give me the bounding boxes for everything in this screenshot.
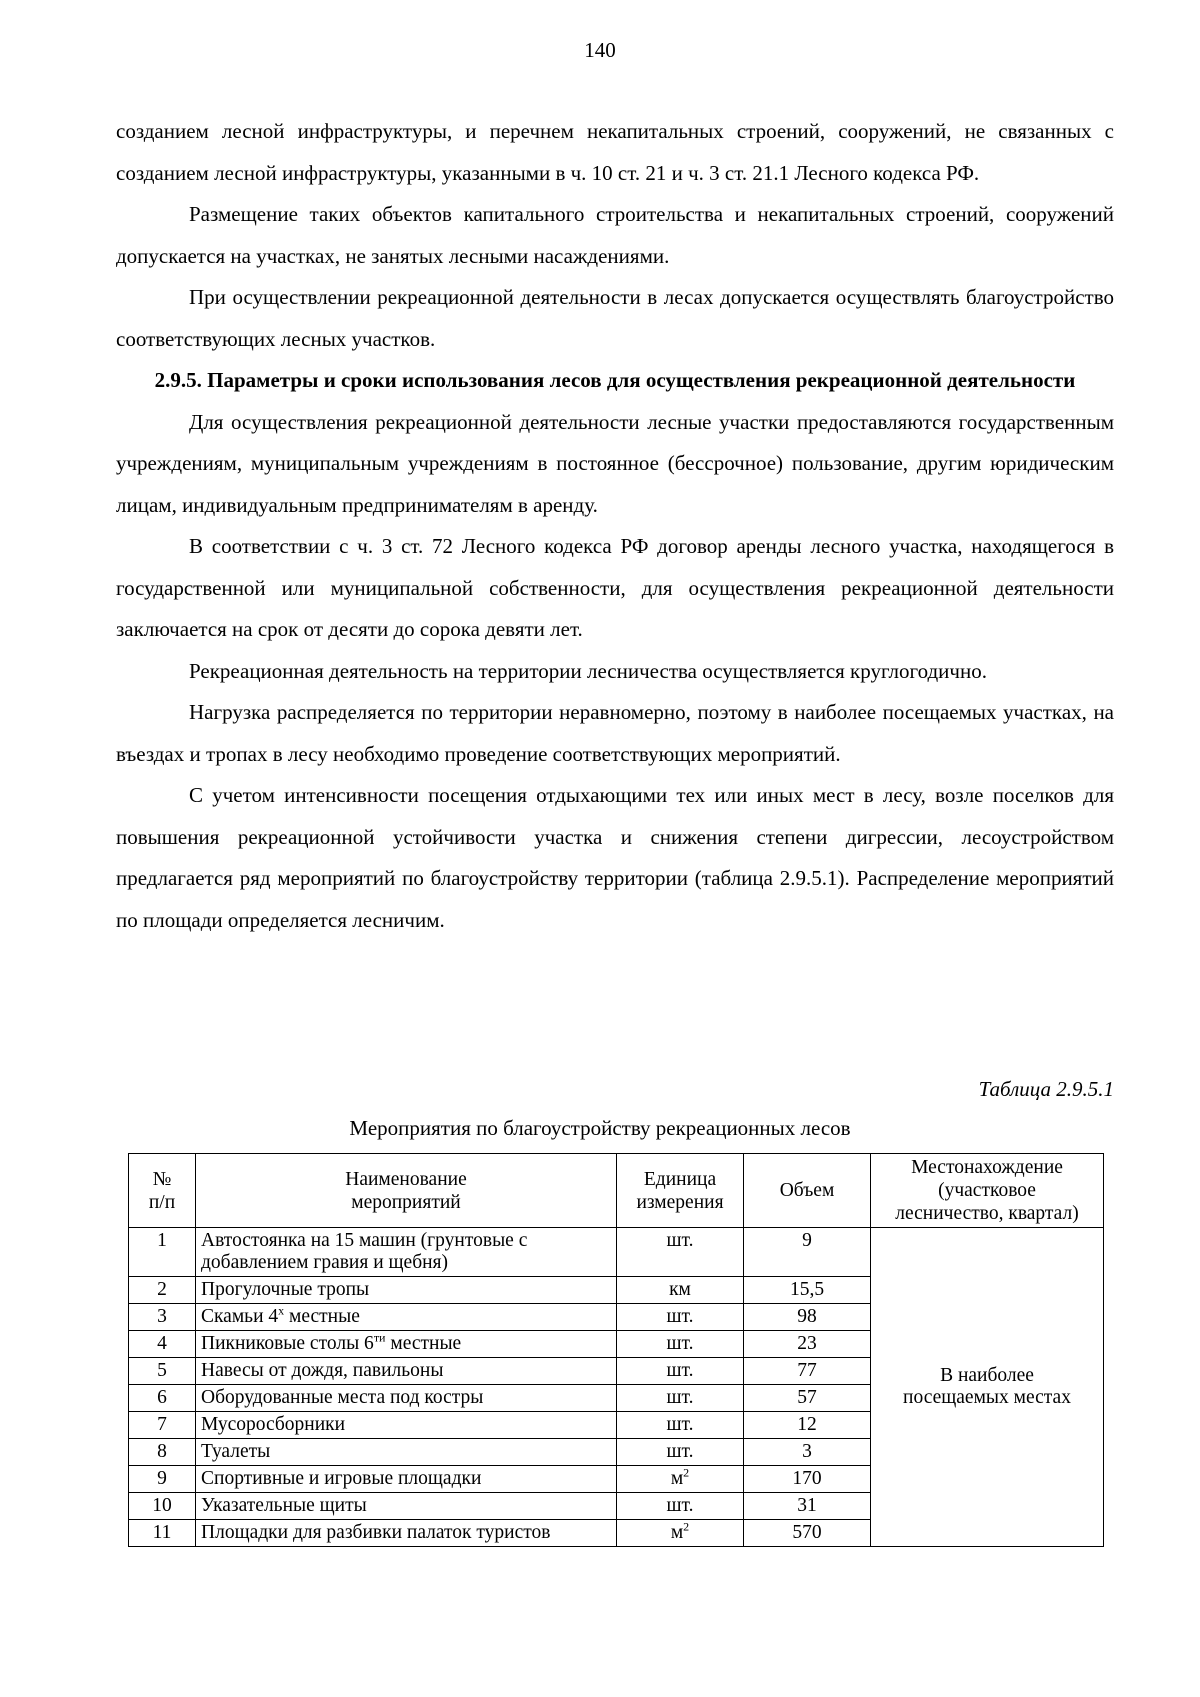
cell-name: Указательные щиты [196,1493,617,1520]
cell-name: Туалеты [196,1439,617,1466]
cell-volume: 57 [744,1385,871,1412]
cell-name: Мусоросборники [196,1412,617,1439]
cell-num: 3 [129,1304,196,1331]
paragraph: С учетом интенсивности посещения отдыхающими тех или иных мест в лесу, возле поселков для повышения рекреационной устойчивости участка и снижения степени дигрессии, лесоустройством предлагается ряд мероприятий по благоустройству территории (таблица 2.9.5.1). Распределение мероприятий по площади определяется лесничим. [116,783,1114,932]
paragraph: Рекреационная деятельность на территории лесничества осуществляется круглогодично. [189,658,987,683]
cell-volume: 15,5 [744,1277,871,1304]
section-heading: 2.9.5. Параметры и сроки использования лесов для осуществления рекреационной деятельности [154,368,1076,392]
cell-location: В наиболее посещаемых местах [871,1228,1104,1547]
cell-volume: 98 [744,1304,871,1331]
cell-name: Скамьи $4^х$ местные [196,1304,617,1331]
cell-name: Оборудованные места под костры [196,1385,617,1412]
body-text [116,111,1114,941]
cell-unit: шт. [617,1358,744,1385]
cell-volume: 170 [744,1466,871,1493]
table-row [129,1228,1104,1277]
paragraph: Для осуществления рекреационной деятельности лесные участки предоставляются государственным учреждениям, муниципальным учреждениям в постоянное (бессрочное) пользование, другим юридическим лицам, индивидуальным предпринимателям в аренду. [116,409,1114,517]
cell-unit: шт. [617,1412,744,1439]
cell-name: Автостоянка на 15 машин (грунтовые с добавлением гравия и щебня) [196,1228,617,1277]
header-name: Наименование мероприятий [196,1154,617,1228]
paragraph: В соответствии с ч. 3 ст. 72 Лесного кодекса РФ договор аренды лесного участка, находящегося в государственной или муниципальной собственности, для осуществления рекреационной деятельности заключается на срок от десяти до сорока девяти лет. [116,534,1114,641]
cell-name: Прогулочные тропы [196,1277,617,1304]
table-header-row [129,1154,1104,1228]
cell-unit: $м^2$ [617,1520,744,1547]
paragraph: Нагрузка распределяется по территории неравномерно, поэтому в наиболее посещаемых участках, на въездах и тропах в лесу необходимо проведение соответствующих мероприятий. [116,700,1114,766]
cell-unit: шт. [617,1493,744,1520]
cell-volume: 12 [744,1412,871,1439]
cell-name: Навесы от дождя, павильоны [196,1358,617,1385]
paragraph: При осуществлении рекреационной деятельности в лесах допускается осуществлять благоустройство соответствующих лесных участков. [116,285,1114,351]
header-volume: Объем [744,1154,871,1228]
cell-volume: 23 [744,1331,871,1358]
cell-num: 11 [129,1520,196,1547]
cell-unit: шт. [617,1331,744,1358]
cell-volume: 3 [744,1439,871,1466]
paragraph: созданием лесной инфраструктуры, и перечнем некапитальных строений, сооружений, не связанных с созданием лесной инфраструктуры, указанными в ч. 10 ст. 21 и ч. 3 ст. 21.1 Лесного кодекса РФ. [116,119,1114,185]
table-label: Таблица 2.9.5.1 [978,1077,1114,1101]
cell-num: 10 [129,1493,196,1520]
cell-num: 1 [129,1228,196,1277]
cell-name: Пикниковые столы $6^{ти}$ местные [196,1331,617,1358]
cell-num: 2 [129,1277,196,1304]
cell-volume: 9 [744,1228,871,1277]
header-location: Местонахождение (участковое лесничество, квартал) [871,1154,1104,1228]
cell-name: Площадки для разбивки палаток туристов [196,1520,617,1547]
table-title: Мероприятия по благоустройству рекреационных лесов [349,1116,851,1140]
header-unit: Единица измерения [617,1154,744,1228]
header-num: № п/п [129,1154,196,1228]
cell-num: 5 [129,1358,196,1385]
measures-table [128,1153,1104,1547]
cell-num: 8 [129,1439,196,1466]
cell-unit: шт. [617,1385,744,1412]
cell-unit: шт. [617,1304,744,1331]
cell-unit: шт. [617,1228,744,1277]
cell-num: 9 [129,1466,196,1493]
cell-num: 4 [129,1331,196,1358]
cell-unit: км [617,1277,744,1304]
page-number: 140 [584,38,616,62]
cell-num: 6 [129,1385,196,1412]
paragraph: Размещение таких объектов капитального строительства и некапитальных строений, сооружений допускается на участках, не занятых лесными насаждениями. [116,202,1114,268]
cell-name: Спортивные и игровые площадки [196,1466,617,1493]
cell-unit: $м^2$ [617,1466,744,1493]
cell-unit: шт. [617,1439,744,1466]
cell-volume: 77 [744,1358,871,1385]
cell-volume: 31 [744,1493,871,1520]
cell-num: 7 [129,1412,196,1439]
cell-volume: 570 [744,1520,871,1547]
